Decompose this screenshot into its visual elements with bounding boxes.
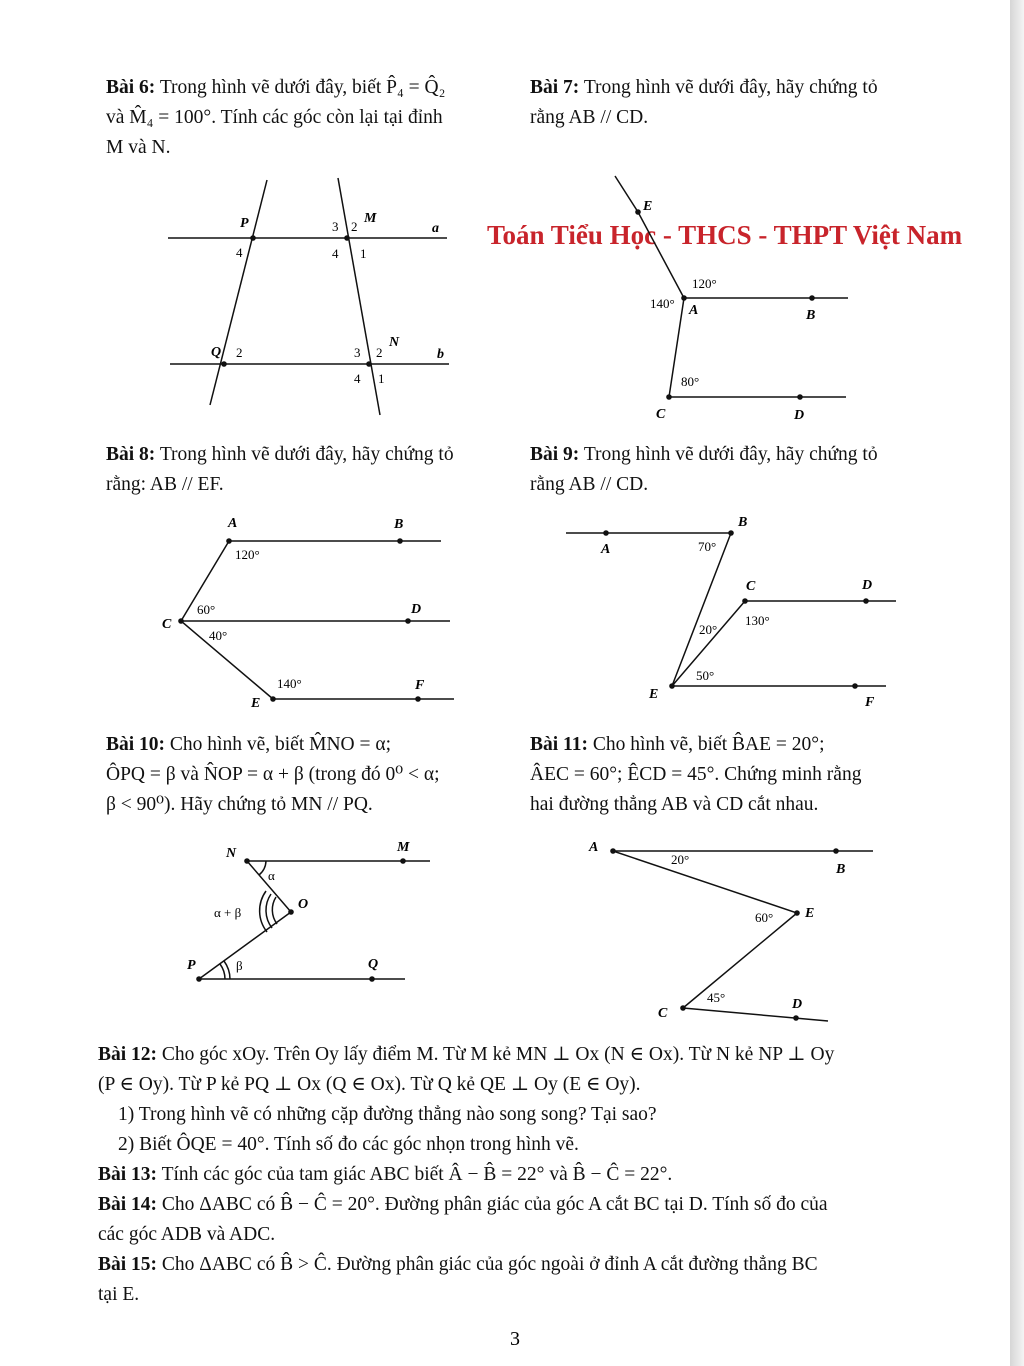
angle-label: 45°: [707, 990, 726, 1005]
exercise-12-15-text: [98, 1040, 958, 1310]
point-P: P: [240, 216, 249, 231]
exercise-7-line: rằng AB // CD.: [530, 107, 649, 128]
angle-label: 60°: [755, 910, 774, 925]
point-B: B: [738, 515, 748, 530]
point-M: M: [397, 840, 410, 855]
angle-index: 4: [332, 246, 339, 261]
exercise-9-line: rằng AB // CD.: [530, 474, 649, 495]
exercise-11-line: hai đường thẳng AB và CD cắt nhau.: [530, 794, 819, 815]
exercise-11-line: ÂEC = 60°; ÊCD = 45°. Chứng minh rằng: [530, 764, 862, 785]
exercise-12-question-2: 2) Biết ÔQE = 40°. Tính số đo các góc nhọn trong hình vẽ.: [118, 1134, 579, 1155]
angle-label: 20°: [671, 852, 690, 867]
point-E: E: [805, 906, 815, 921]
point-D: D: [794, 408, 805, 423]
point-A: A: [589, 840, 599, 855]
point-F: F: [865, 695, 875, 710]
angle-label: 40°: [209, 628, 228, 643]
exercise-6-line: M và N.: [106, 137, 171, 158]
angle-label: 70°: [698, 539, 717, 554]
exercise-12-line: Cho góc xOy. Trên Oy lấy điểm M. Từ M kẻ MN ⊥ Ox (N ∈ Ox). Từ N kẻ NP ⊥ Oy: [157, 1044, 835, 1065]
point-D: D: [862, 578, 873, 593]
point-O: O: [298, 897, 309, 912]
angle-label: 140°: [277, 676, 302, 691]
angle-index: 4: [236, 245, 243, 260]
exercise-6-text: [106, 73, 516, 163]
angle-label: α + β: [214, 905, 242, 920]
point-A: A: [228, 516, 238, 531]
exercise-9-line: Trong hình vẽ dưới đây, hãy chứng tỏ: [579, 444, 878, 465]
exercise-12-line: (P ∈ Oy). Từ P kẻ PQ ⊥ Ox (Q ∈ Ox). Từ Q kẻ QE ⊥ Oy (E ∈ Oy).: [98, 1074, 641, 1095]
angle-label: 80°: [681, 374, 700, 389]
angle-index: 2: [351, 219, 358, 234]
exercise-11-text: [530, 730, 950, 820]
page-number: 3: [510, 1328, 520, 1350]
angle-index: 3: [332, 219, 339, 234]
angle-index: 2: [236, 345, 243, 360]
exercise-12-question-1: 1) Trong hình vẽ có những cặp đường thẳng nào song song? Tại sao?: [118, 1104, 657, 1125]
angle-label: 60°: [197, 602, 216, 617]
exercise-7-text: [530, 73, 950, 133]
angle-label: 120°: [692, 276, 717, 291]
point-B: B: [394, 517, 404, 532]
angle-label: α: [268, 868, 275, 883]
exercise-6-line: và M̂₄ = 100°. Tính các góc còn lại tại đỉnh: [106, 107, 443, 128]
exercise-6-label: Bài 6:: [106, 77, 156, 98]
exercise-13-label: Bài 13:: [98, 1164, 158, 1185]
exercise-10-line: ÔPQ = β và N̂OP = α + β (trong đó 0⁰ < α;: [106, 764, 440, 785]
angle-label: 140°: [650, 296, 675, 311]
exercise-10-line: β < 90⁰). Hãy chứng tỏ MN // PQ.: [106, 794, 373, 815]
point-C: C: [746, 579, 756, 594]
point-N: N: [226, 846, 237, 861]
angle-label: 120°: [235, 547, 260, 562]
point-A: A: [601, 542, 611, 557]
point-B: B: [806, 308, 816, 323]
watermark: Toán Tiểu Học - THCS - THPT Việt Nam: [487, 220, 963, 250]
angle-index: 1: [378, 371, 385, 386]
angle-label: 130°: [745, 613, 770, 628]
exercise-6-line: Trong hình vẽ dưới đây, biết P̂₄ = Q̂₂: [155, 77, 446, 98]
exercise-9-label: Bài 9:: [530, 444, 580, 465]
exercise-8-line: rằng: AB // EF.: [106, 474, 224, 495]
angle-index: 1: [360, 246, 367, 261]
exercise-11-label: Bài 11:: [530, 734, 588, 755]
exercise-13-line: Tính các góc của tam giác ABC biết Â − B̂ = 22° và B̂ − Ĉ = 22°.: [157, 1164, 673, 1185]
exercise-8-text: [106, 440, 516, 500]
point-Q: Q: [211, 345, 222, 360]
angle-label: β: [236, 958, 243, 973]
angle-label: 20°: [699, 622, 718, 637]
exercise-7-label: Bài 7:: [530, 77, 580, 98]
point-A: A: [689, 303, 699, 318]
line-a-label: a: [432, 221, 439, 236]
point-C: C: [656, 407, 666, 422]
point-E: E: [643, 199, 653, 214]
point-P: P: [187, 958, 196, 973]
exercise-14-line: các góc ADB và ADC.: [98, 1224, 276, 1245]
point-Q: Q: [368, 957, 379, 972]
point-M: M: [364, 211, 377, 226]
exercise-7-line: Trong hình vẽ dưới đây, hãy chứng tỏ: [579, 77, 878, 98]
exercise-14-line: Cho ΔABC có B̂ − Ĉ = 20°. Đường phân giác của góc A cắt BC tại D. Tính số đo của: [157, 1194, 828, 1215]
point-B: B: [836, 862, 846, 877]
exercise-12-label: Bài 12:: [98, 1044, 158, 1065]
point-C: C: [658, 1006, 668, 1021]
exercise-14-label: Bài 14:: [98, 1194, 158, 1215]
angle-label: 50°: [696, 668, 715, 683]
page-edge: [1010, 0, 1024, 1366]
exercise-10-label: Bài 10:: [106, 734, 166, 755]
exercise-8-line: Trong hình vẽ dưới đây, hãy chứng tỏ: [155, 444, 454, 465]
point-F: F: [415, 678, 425, 693]
angle-index: 2: [376, 345, 383, 360]
line-b-label: b: [437, 347, 444, 362]
exercise-11-line: Cho hình vẽ, biết B̂AE = 20°;: [587, 734, 825, 755]
exercise-8-label: Bài 8:: [106, 444, 156, 465]
point-E: E: [251, 696, 261, 711]
point-E: E: [649, 687, 659, 702]
point-C: C: [162, 617, 172, 632]
angle-index: 4: [354, 371, 361, 386]
point-D: D: [411, 602, 422, 617]
point-D: D: [792, 997, 803, 1012]
point-N: N: [389, 335, 400, 350]
exercise-15-line: tại E.: [98, 1284, 140, 1305]
exercise-15-label: Bài 15:: [98, 1254, 158, 1275]
exercise-15-line: Cho ΔABC có B̂ > Ĉ. Đường phân giác của góc ngoài ở đỉnh A cắt đường thẳng BC: [157, 1254, 818, 1275]
angle-index: 3: [354, 345, 361, 360]
exercise-9-text: [530, 440, 950, 500]
exercise-10-text: [106, 730, 516, 820]
exercise-10-line: Cho hình vẽ, biết M̂NO = α;: [165, 734, 392, 755]
